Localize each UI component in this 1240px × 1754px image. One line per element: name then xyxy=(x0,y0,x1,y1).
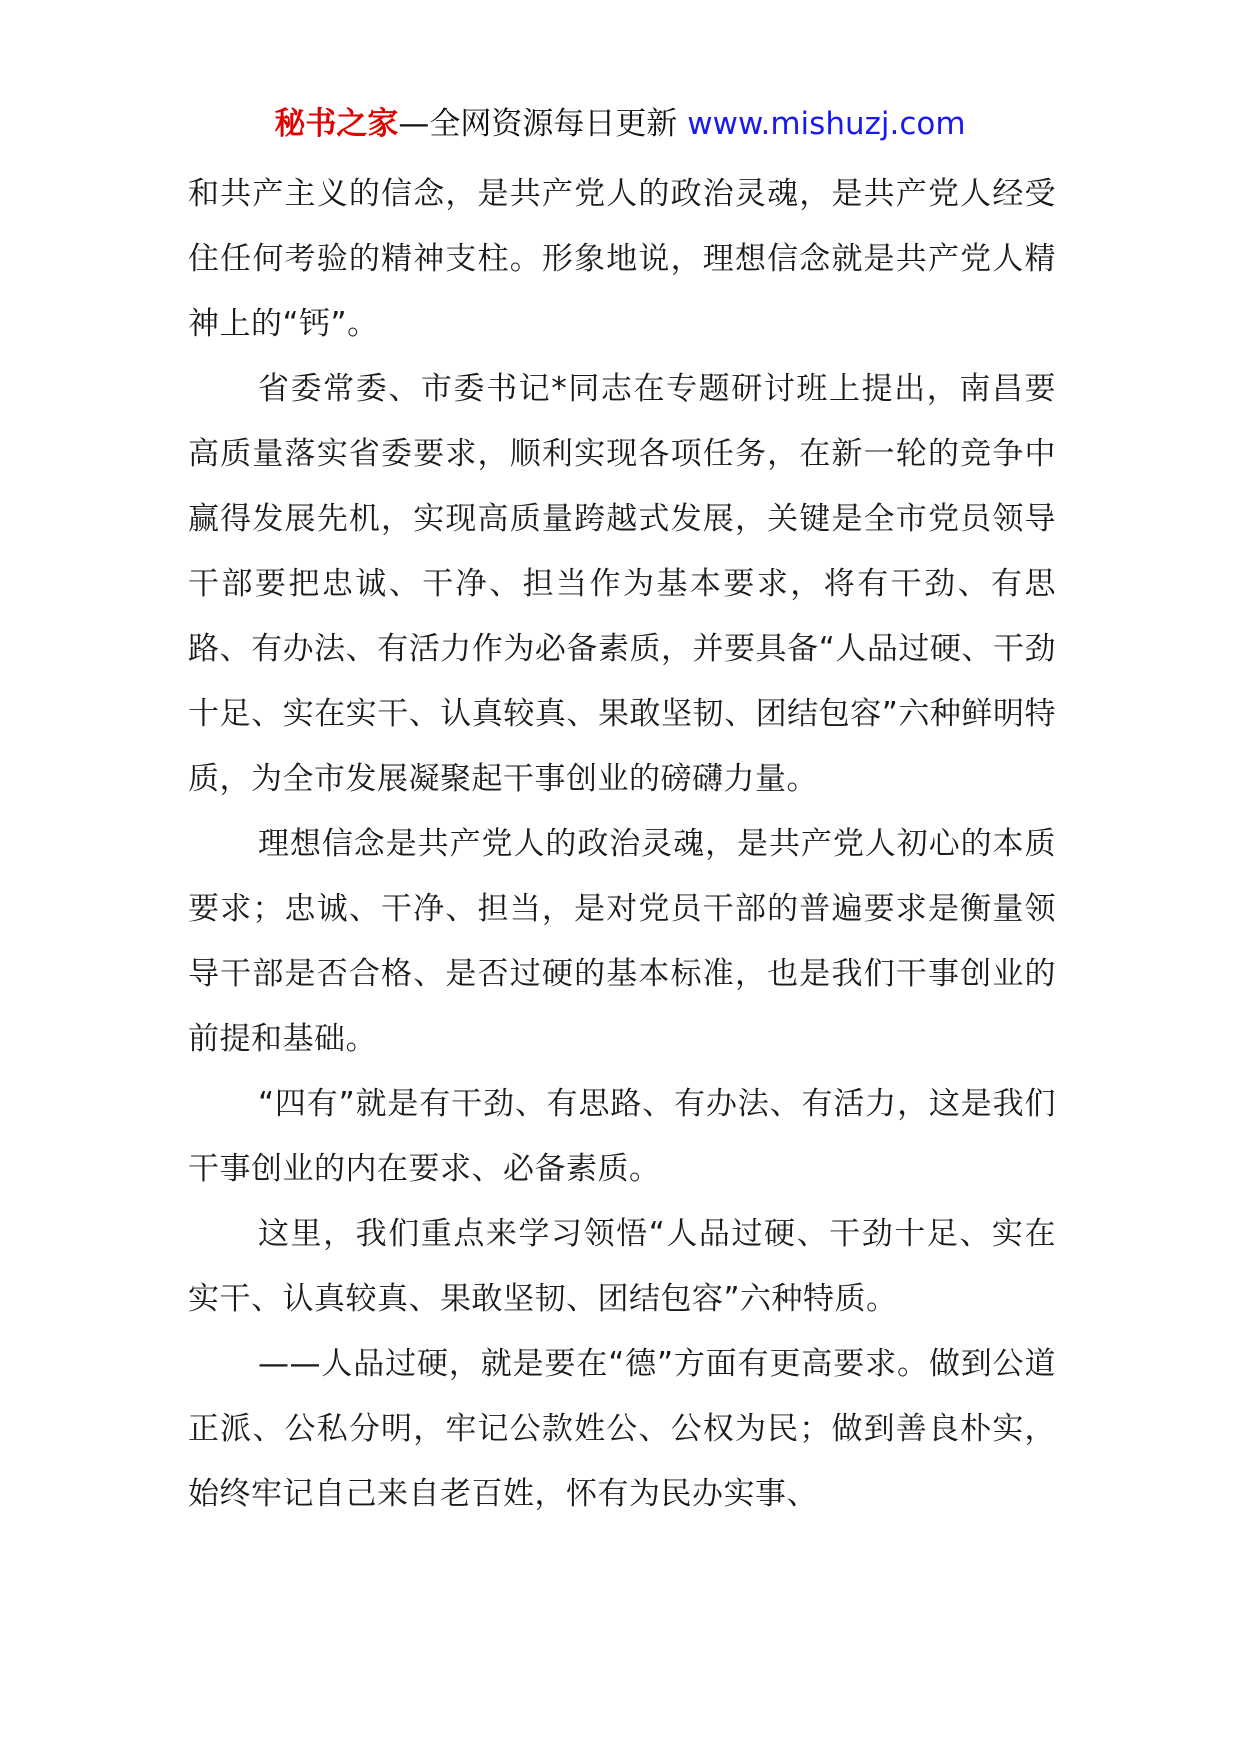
header-tagline: —全网资源每日更新 xyxy=(398,106,688,142)
paragraph: 理想信念是共产党人的政治灵魂，是共产党人初心的本质要求；忠诚、干净、担当，是对党员干部的普遍要求是衡量领导干部是否合格、是否过硬的基本标准，也是我们干事创业的前提和基础。 xyxy=(188,826,1056,1057)
paragraph: 省委常委、市委书记*同志在专题研讨班上提出，南昌要高质量落实省委要求，顺利实现各项任务，在新一轮的竞争中赢得发展先机，实现高质量跨越式发展，关键是全市党员领导干部要把忠诚、干净、担当作为基本要求，将有干劲、有思路、有办法、有活力作为必备素质，并要具备“人品过硬、干劲十足、实在实干、认真较真、果敢坚韧、团结包容”六种鲜明特质，为全市发展凝聚起干事创业的磅礴力量。 xyxy=(188,371,1056,797)
paragraph: “四有”就是有干劲、有思路、有办法、有活力，这是我们干事创业的内在要求、必备素质。 xyxy=(188,1086,1056,1187)
paragraph: 这里，我们重点来学习领悟“人品过硬、干劲十足、实在实干、认真较真、果敢坚韧、团结包容”六种特质。 xyxy=(188,1216,1056,1317)
page-header xyxy=(0,100,1240,148)
paragraph: ——人品过硬，就是要在“德”方面有更高要求。做到公道正派、公私分明，牢记公款姓公、公权为民；做到善良朴实，始终牢记自己来自老百姓，怀有为民办实事、 xyxy=(188,1346,1056,1512)
site-url-link[interactable]: www.mishuzj.com xyxy=(687,106,966,142)
document-body xyxy=(188,162,1056,1527)
brand-name: 秘书之家 xyxy=(274,106,399,142)
paragraph-continued: 和共产主义的信念，是共产党人的政治灵魂，是共产党人经受住任何考验的精神支柱。形象地说，理想信念就是共产党人精神上的“钙”。 xyxy=(188,176,1056,342)
